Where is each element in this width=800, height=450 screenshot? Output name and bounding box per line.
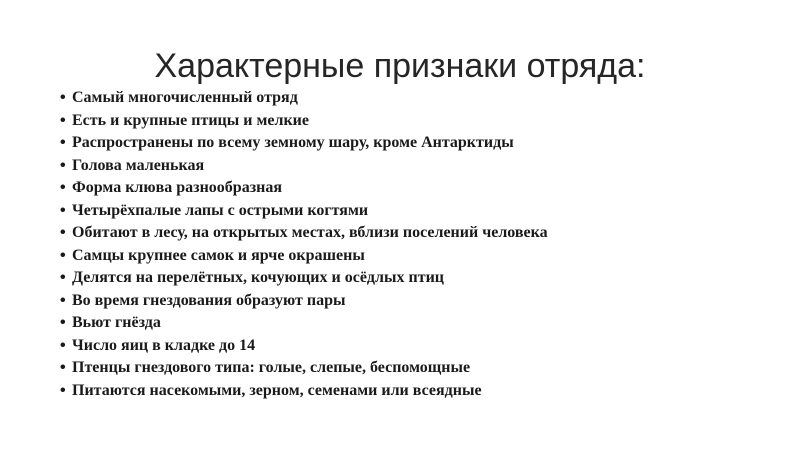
bullet-text: Распространены по всему земному шару, кроме Антарктиды	[72, 134, 514, 151]
bullet-text: Делятся на перелётных, кочующих и осёдлых птиц	[72, 269, 445, 286]
bullet-text: Четырёхпалые лапы с острыми когтями	[72, 201, 369, 219]
bullet-marker: •	[60, 201, 66, 219]
bullet-text: Есть и крупные птицы и мелкие	[72, 111, 309, 129]
slide-title: Характерные признаки отряда:	[154, 47, 646, 85]
bullet-item-10	[60, 290, 548, 313]
bullet-text: Число яиц в кладке до 14	[72, 336, 256, 354]
bullet-marker: •	[60, 156, 66, 174]
bullet-item-4	[60, 155, 548, 178]
bullet-text: Форма клюва разнообразная	[72, 179, 282, 196]
bullet-text: Питаются насекомыми, зерном, семенами или всеядные	[72, 381, 482, 399]
bullet-marker: •	[60, 246, 66, 264]
bullet-item-7	[60, 222, 548, 245]
bullet-list	[60, 87, 548, 402]
bullet-marker: •	[60, 134, 66, 151]
bullet-item-12	[60, 335, 548, 358]
bullet-item-11	[60, 312, 548, 335]
bullet-item-2	[60, 110, 548, 133]
bullet-text: Во время гнездования образуют пары	[72, 291, 346, 309]
bullet-item-5	[60, 177, 548, 200]
bullet-marker: •	[60, 314, 66, 331]
bullet-marker: •	[60, 336, 66, 354]
bullet-item-9	[60, 267, 548, 290]
bullet-text: Самцы крупнее самок и ярче окрашены	[72, 246, 365, 264]
bullet-marker: •	[60, 89, 66, 106]
bullet-marker: •	[60, 179, 66, 196]
bullet-marker: •	[60, 359, 66, 376]
bullet-text: Вьют гнёзда	[72, 314, 161, 331]
bullet-text: Самый многочисленный отряд	[72, 89, 298, 106]
bullet-marker: •	[60, 224, 66, 241]
bullet-item-8	[60, 245, 548, 268]
bullet-item-13	[60, 357, 548, 380]
bullet-item-1	[60, 87, 548, 110]
bullet-item-14	[60, 380, 548, 403]
bullet-text: Птенцы гнездового типа: голые, слепые, беспомощные	[72, 359, 471, 376]
bullet-text: Голова маленькая	[72, 156, 205, 174]
bullet-marker: •	[60, 111, 66, 129]
bullet-marker: •	[60, 381, 66, 399]
bullet-item-6	[60, 200, 548, 223]
bullet-marker: •	[60, 269, 66, 286]
bullet-item-3	[60, 132, 548, 155]
bullet-text: Обитают в лесу, на открытых местах, вблизи поселений человека	[72, 224, 548, 241]
bullet-marker: •	[60, 291, 66, 309]
